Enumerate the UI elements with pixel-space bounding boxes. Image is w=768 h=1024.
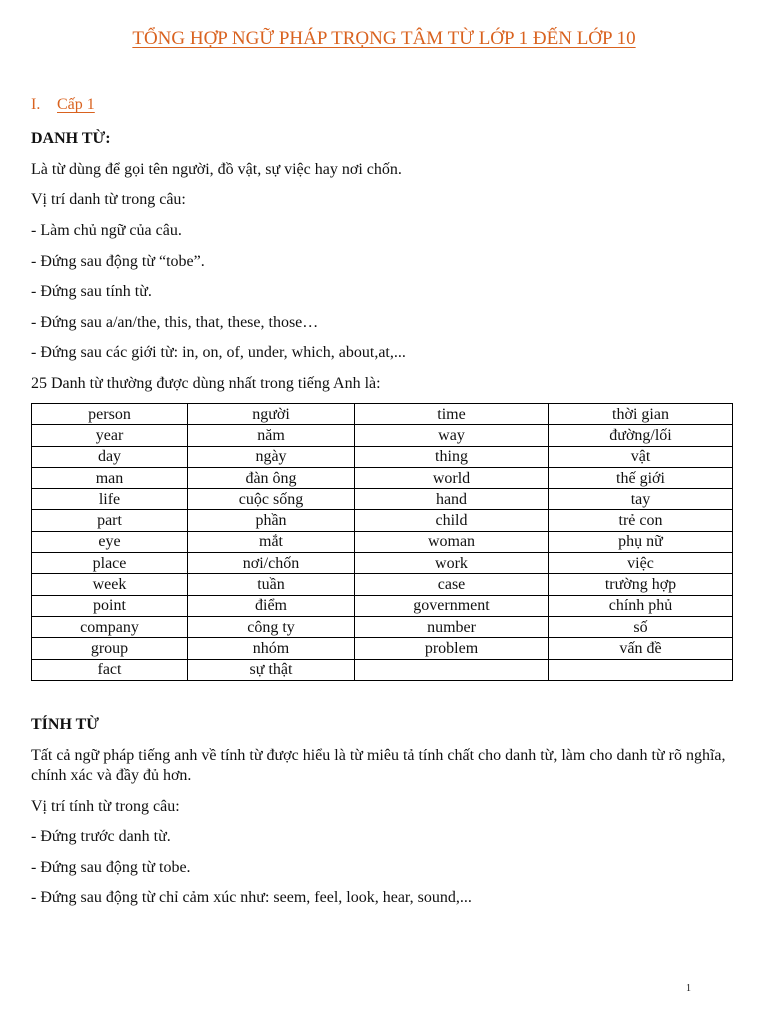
vietnamese-meaning-cell: tuần: [188, 574, 355, 595]
adjective-position-item: - Đứng sau động từ chỉ cảm xúc như: seem, feel, look, hear, sound,...: [31, 889, 472, 906]
noun-heading: DANH TỪ:: [31, 130, 111, 147]
vietnamese-meaning-cell: số: [549, 616, 733, 637]
vietnamese-meaning-cell: tay: [549, 489, 733, 510]
vietnamese-meaning-cell: công ty: [188, 616, 355, 637]
table-row: [32, 531, 733, 552]
english-noun-cell: group: [32, 638, 188, 659]
vietnamese-meaning-cell: phần: [188, 510, 355, 531]
table-row: [32, 404, 733, 425]
english-noun-cell: company: [32, 616, 188, 637]
noun-position-intro: Vị trí danh từ trong câu:: [31, 191, 186, 208]
english-noun-cell: part: [32, 510, 188, 531]
vietnamese-meaning-cell: mắt: [188, 531, 355, 552]
page-number: 1: [686, 983, 691, 994]
vietnamese-meaning-cell: thời gian: [549, 404, 733, 425]
adjective-position-item: - Đứng sau động từ tobe.: [31, 859, 191, 876]
noun-position-item: - Đứng sau các giới từ: in, on, of, under, which, about,at,...: [31, 344, 406, 361]
vietnamese-meaning-cell: trẻ con: [549, 510, 733, 531]
english-noun-cell: way: [355, 425, 549, 446]
table-row: [32, 467, 733, 488]
english-noun-cell: time: [355, 404, 549, 425]
vietnamese-meaning-cell: điểm: [188, 595, 355, 616]
english-noun-cell: man: [32, 467, 188, 488]
vietnamese-meaning-cell: chính phủ: [549, 595, 733, 616]
vietnamese-meaning-cell: nơi/chốn: [188, 553, 355, 574]
vietnamese-meaning-cell: nhóm: [188, 638, 355, 659]
english-noun-cell: eye: [32, 531, 188, 552]
english-noun-cell: work: [355, 553, 549, 574]
table-row: [32, 489, 733, 510]
vietnamese-meaning-cell: sự thật: [188, 659, 355, 680]
english-noun-cell: week: [32, 574, 188, 595]
table-row: [32, 638, 733, 659]
vietnamese-meaning-cell: đường/lối: [549, 425, 733, 446]
english-noun-cell: fact: [32, 659, 188, 680]
section-number: I.: [31, 96, 41, 113]
english-noun-cell: child: [355, 510, 549, 531]
english-noun-cell: person: [32, 404, 188, 425]
english-noun-cell: number: [355, 616, 549, 637]
vietnamese-meaning-cell: đàn ông: [188, 467, 355, 488]
english-noun-cell: case: [355, 574, 549, 595]
vietnamese-meaning-cell: cuộc sống: [188, 489, 355, 510]
vietnamese-meaning-cell: thế giới: [549, 467, 733, 488]
adjective-position-item: - Đứng trước danh từ.: [31, 828, 171, 845]
vietnamese-meaning-cell: vấn đề: [549, 638, 733, 659]
english-noun-cell: [355, 659, 549, 680]
english-noun-cell: hand: [355, 489, 549, 510]
english-noun-cell: point: [32, 595, 188, 616]
document-title: TỔNG HỢP NGỮ PHÁP TRỌNG TÂM TỪ LỚP 1 ĐẾN LỚP 10: [132, 28, 636, 49]
table-row: [32, 595, 733, 616]
table-row: [32, 446, 733, 467]
section-heading: [31, 96, 95, 114]
english-noun-cell: year: [32, 425, 188, 446]
english-noun-cell: government: [355, 595, 549, 616]
vietnamese-meaning-cell: [549, 659, 733, 680]
table-row: [32, 553, 733, 574]
adjective-position-intro: Vị trí tính từ trong câu:: [31, 798, 180, 815]
adjective-definition: Tất cả ngữ pháp tiếng anh về tính từ được hiểu là từ miêu tả tính chất cho danh từ, làm cho danh từ rõ nghĩa, chính xác và đầy đủ hơn.: [31, 747, 726, 784]
english-noun-cell: thing: [355, 446, 549, 467]
adjective-heading: TÍNH TỪ: [31, 716, 100, 733]
vietnamese-meaning-cell: năm: [188, 425, 355, 446]
table-row: [32, 425, 733, 446]
english-noun-cell: problem: [355, 638, 549, 659]
noun-position-item: - Đứng sau a/an/the, this, that, these, those…: [31, 314, 319, 331]
section-label: Cấp 1: [57, 96, 95, 113]
vietnamese-meaning-cell: ngày: [188, 446, 355, 467]
english-noun-cell: day: [32, 446, 188, 467]
noun-position-item: - Đứng sau động từ “tobe”.: [31, 253, 205, 270]
table-row: [32, 616, 733, 637]
vietnamese-meaning-cell: trường hợp: [549, 574, 733, 595]
table-row: [32, 574, 733, 595]
vietnamese-meaning-cell: người: [188, 404, 355, 425]
common-nouns-table: [31, 403, 733, 681]
vietnamese-meaning-cell: phụ nữ: [549, 531, 733, 552]
english-noun-cell: world: [355, 467, 549, 488]
english-noun-cell: life: [32, 489, 188, 510]
english-noun-cell: place: [32, 553, 188, 574]
noun-table-intro: 25 Danh từ thường được dùng nhất trong tiếng Anh là:: [31, 375, 381, 392]
noun-definition: Là từ dùng để gọi tên người, đồ vật, sự việc hay nơi chốn.: [31, 161, 402, 178]
table-row: [32, 659, 733, 680]
vietnamese-meaning-cell: việc: [549, 553, 733, 574]
english-noun-cell: woman: [355, 531, 549, 552]
vietnamese-meaning-cell: vật: [549, 446, 733, 467]
noun-position-item: - Đứng sau tính từ.: [31, 283, 152, 300]
table-row: [32, 510, 733, 531]
noun-position-item: - Làm chủ ngữ của câu.: [31, 222, 182, 239]
common-nouns-table-body: [32, 404, 733, 681]
